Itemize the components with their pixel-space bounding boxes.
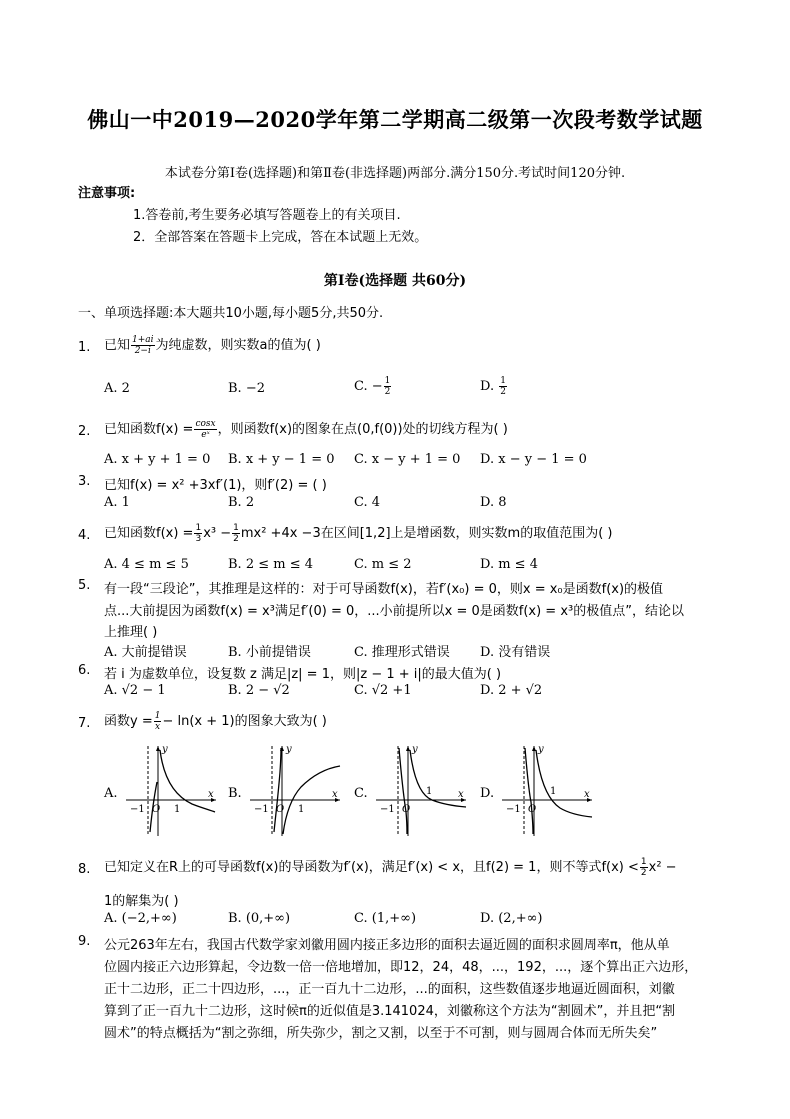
q8-line-1-post: x² − — [648, 860, 677, 875]
q7-post: − ln(x + 1)的图象大致为( ) — [162, 714, 327, 729]
q5-option-d: D. 没有错误 — [480, 645, 551, 660]
notice-label: 注意事项: — [78, 186, 136, 201]
x-label: x — [458, 789, 464, 800]
q4-mid2: mx² +4x −3在区间[1,2]上是增函数，则实数m的取值范围为( ) — [240, 526, 613, 541]
q6-number: 6. — [78, 663, 91, 678]
q7-number: 7. — [78, 716, 91, 731]
q1-option-d-frac — [499, 376, 507, 397]
x-label: x — [584, 789, 590, 800]
q2-option-d: D. x − y − 1 = 0 — [480, 452, 587, 467]
q2-option-b: B. x + y − 1 = 0 — [228, 452, 335, 467]
q7-frac-den: x — [155, 722, 161, 732]
q7-graph-b — [246, 742, 342, 838]
one-label: 1 — [550, 786, 557, 797]
q1-option-d — [480, 376, 508, 397]
y-label: y — [286, 744, 292, 755]
q4-option-a: A. 4 ≤ m ≤ 5 — [104, 557, 189, 572]
exam-intro: 本试卷分第Ⅰ卷(选择题)和第Ⅱ卷(非选择题)两部分.满分150分.考试时间120分钟. — [164, 166, 626, 181]
q2-option-a: A. x + y + 1 = 0 — [104, 452, 211, 467]
q3-option-d: D. 8 — [480, 495, 507, 510]
q2-text — [104, 418, 508, 440]
neg-one-label: −1 — [506, 804, 521, 815]
q2-frac-den: eˣ — [201, 430, 210, 440]
q6-option-b: B. 2 − √2 — [228, 683, 290, 698]
neg-one-label: −1 — [254, 804, 269, 815]
page-title: 佛山一中2019—2020学年第二学期高二级第一次段考数学试题 — [87, 107, 703, 132]
x-label: x — [332, 789, 338, 800]
q6-option-c: C. √2 +1 — [354, 683, 412, 698]
half-den: 2 — [500, 387, 506, 397]
curve-left — [525, 748, 533, 834]
q6-option-a: A. √2 − 1 — [104, 683, 166, 698]
y-label: y — [162, 744, 168, 755]
q5-line-3: 上推理( ) — [104, 625, 158, 640]
q4-frac-1-den: 3 — [195, 534, 202, 544]
q1-post: 为纯虚数，则实数a的值为( ) — [155, 338, 321, 353]
q5-option-c: C. 推理形式错误 — [354, 645, 450, 660]
q7-fraction — [154, 711, 162, 732]
x-label: x — [208, 789, 214, 800]
q2-frac-num: cosx — [195, 419, 216, 429]
note-2: 2．全部答案在答题卡上完成，答在本试题上无效。 — [133, 230, 428, 245]
part-title: 一、单项选择题:本大题共10小题,每小题5分,共50分. — [78, 306, 384, 321]
q8-line-1-pre: 已知定义在R上的可导函数f(x)的导函数为f′(x)，满足f′(x) < x，且f(2) = 1，则不等式f(x) < — [104, 860, 639, 875]
q4-frac-2 — [232, 523, 240, 544]
half-den: 2 — [384, 387, 391, 397]
q8-line-1 — [104, 856, 677, 878]
one-label: 1 — [174, 804, 181, 815]
q4-pre: 已知函数f(x) = — [104, 526, 194, 541]
neg-one-label: −1 — [380, 804, 395, 815]
q8-option-b: B. (0,+∞) — [228, 911, 291, 926]
q9-line-2: 位圆内接正六边形算起，令边数一倍一倍地增加，即12，24，48，...，192，...，逐个算出正六边形， — [104, 960, 698, 975]
q4-frac-1-num: 1 — [195, 523, 202, 533]
half-num: 1 — [500, 376, 506, 386]
q8-option-a: A. (−2,+∞) — [104, 911, 177, 926]
q8-number: 8. — [78, 862, 91, 877]
q8-frac-num: 1 — [640, 857, 647, 867]
q7-option-d: D. — [480, 786, 495, 801]
q2-option-c: C. x − y + 1 = 0 — [354, 452, 461, 467]
q4-number: 4. — [78, 528, 91, 543]
q4-text — [104, 522, 612, 544]
q1-option-a: A. 2 — [104, 381, 130, 396]
q5-line-1: 有一段“三段论”，其推理是这样的：对于可导函数f(x)，若f′(x₀) = 0，则x = x₀是函数f(x)的极值 — [104, 582, 664, 597]
origin-label: O — [528, 804, 537, 815]
q9-line-1: 公元263年左右，我国古代数学家刘徽用圆内接正多边形的面积去逼近圆的面积求圆周率π，他从单 — [104, 938, 670, 953]
q1-frac-num: 1+ai — [132, 335, 154, 345]
q4-option-d: D. m ≤ 4 — [480, 557, 538, 572]
q8-frac — [640, 857, 648, 878]
q2-pre: 已知函数f(x) = — [104, 422, 194, 437]
q4-option-c: C. m ≤ 2 — [354, 557, 412, 572]
q4-mid1: x³ − — [203, 526, 232, 541]
q1-number: 1. — [78, 340, 91, 355]
y-label: y — [412, 744, 418, 755]
q1-option-c-frac — [384, 376, 392, 397]
origin-label: O — [276, 804, 285, 815]
q2-fraction — [194, 419, 216, 440]
q1-fraction — [131, 335, 155, 356]
origin-label: O — [402, 804, 411, 815]
q5-option-b: B. 小前提错误 — [228, 645, 311, 660]
q3-option-a: A. 1 — [104, 495, 130, 510]
q5-option-a: A. 大前提错误 — [104, 645, 187, 660]
y-label: y — [538, 744, 544, 755]
q6-text: 若 i 为虚数单位，设复数 z 满足|z| = 1，则|z − 1 + i|的最大值为( ) — [104, 667, 502, 682]
q7-graph-a — [122, 742, 218, 838]
note-1: 1.答卷前,考生要务必填写答题卷上的有关项目. — [133, 208, 401, 223]
curve-left — [274, 748, 281, 832]
q4-option-b: B. 2 ≤ m ≤ 4 — [228, 557, 314, 572]
q9-line-5: 圆术”的特点概括为“割之弥细，所失弥少，割之又割，以至于不可割，则与圆周合体而无所失矣” — [104, 1026, 658, 1041]
q1-frac-den: 2−i — [134, 346, 151, 356]
q3-number: 3. — [78, 474, 91, 489]
q1-option-d-label: D. — [480, 379, 499, 394]
one-label: 1 — [426, 786, 433, 797]
q3-option-b: B. 2 — [228, 495, 255, 510]
q4-frac-2-num: 1 — [233, 523, 239, 533]
curve-left — [399, 748, 407, 834]
q4-frac-1 — [194, 523, 202, 544]
q9-line-3: 正十二边形，正二十四边形，...，正一百九十二边形，...的面积，这些数值逐步地逼近圆面积，刘徽 — [104, 982, 675, 997]
q1-pre: 已知 — [104, 338, 131, 353]
q7-graph-d — [498, 742, 594, 838]
q1-option-b: B. −2 — [228, 381, 265, 396]
q7-option-c: C. — [354, 786, 368, 801]
q1-option-c — [354, 376, 392, 397]
q7-pre: 函数y = — [104, 714, 153, 729]
q8-line-2: 1的解集为( ) — [104, 894, 179, 909]
q2-number: 2. — [78, 424, 91, 439]
q9-number: 9. — [78, 934, 91, 949]
q6-option-d: D. 2 + √2 — [480, 683, 543, 698]
half-num: 1 — [384, 376, 391, 386]
q3-option-c: C. 4 — [354, 495, 381, 510]
q7-option-a: A. — [104, 786, 118, 801]
origin-label: O — [152, 804, 161, 815]
q9-line-4: 算到了正一百九十二边形，这时候π的近似值是3.141024，刘徽称这个方法为“割圆术”，并且把“割 — [104, 1004, 676, 1019]
q3-text: 已知f(x) = x² +3xf′(1)，则f′(2) = ( ) — [104, 478, 327, 493]
q1-option-c-label: C. − — [354, 379, 383, 394]
section-title: 第Ⅰ卷(选择题 共60分) — [323, 273, 467, 289]
q7-graph-c — [372, 742, 468, 838]
q5-number: 5. — [78, 578, 91, 593]
q8-option-c: C. (1,+∞) — [354, 911, 417, 926]
q7-text — [104, 710, 327, 732]
curve-right — [536, 750, 592, 817]
q2-post: ，则函数f(x)的图象在点(0,f(0))处的切线方程为( ) — [217, 422, 508, 437]
q8-option-d: D. (2,+∞) — [480, 911, 543, 926]
q7-option-b: B. — [228, 786, 242, 801]
curve-right — [160, 750, 215, 812]
q7-frac-num: 1 — [154, 711, 161, 721]
neg-one-label: −1 — [130, 804, 145, 815]
one-label: 1 — [298, 804, 305, 815]
q5-line-2: 点...大前提因为函数f(x) = x³满足f′(0) = 0，...小前提所以x = 0是函数f(x) = x³的极值点”，结论以 — [104, 604, 684, 619]
q1-text — [104, 334, 321, 356]
q8-frac-den: 2 — [640, 868, 647, 878]
q4-frac-2-den: 2 — [233, 534, 239, 544]
